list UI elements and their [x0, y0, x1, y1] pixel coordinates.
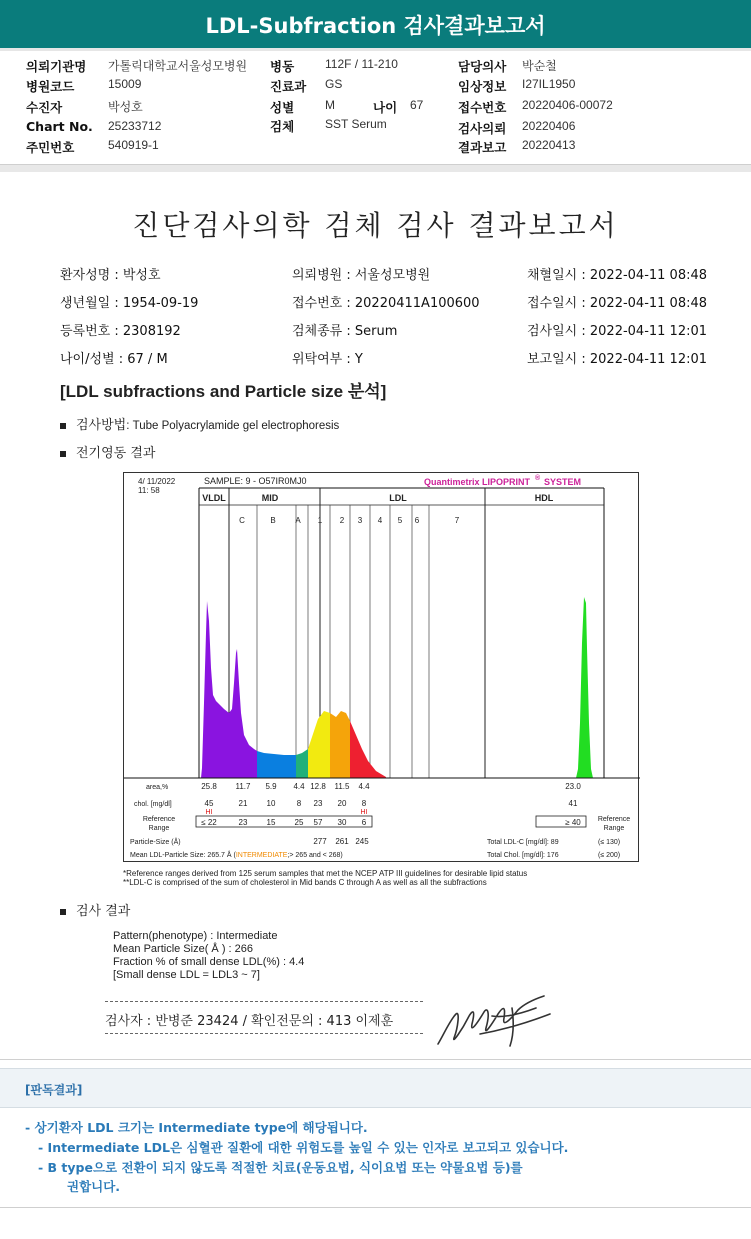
table-area-value: 23.0 [565, 782, 581, 791]
table-total-chol: Total Chol. [mg/dl]: 176 [487, 852, 559, 859]
age-sex: 나이/성별 : 67 / M [60, 352, 168, 367]
footnote-2: **LDL-C is comprised of the sum of cholesterol in Mid bands C through A as well as all the subfractions [123, 878, 487, 887]
chart-date-label: 4/ 11/2022 [138, 477, 176, 486]
collection-datetime: 채혈일시 : 2022-04-11 08:48 [527, 268, 708, 283]
result-small-dense-note: [Small dense LDL = LDL3 ~ 7] [113, 969, 260, 981]
table-area-value: 11.5 [334, 782, 350, 791]
info-label: 진료과 [270, 79, 307, 94]
chart-band-label: 6 [414, 516, 420, 525]
method-label: 검사방법 [76, 418, 127, 433]
table-mean-prefix: Mean LDL-Particle Size: 265.7 Å ( [130, 852, 236, 859]
signature-line: 검사자 : 반병준 23424 / 확인전문의 : 413 이제훈 [105, 1014, 394, 1029]
table-area-value: 4.4 [358, 782, 370, 791]
chart-group-label: LDL [389, 493, 407, 503]
table-hi-flag: HI [360, 809, 368, 816]
age-label: 나이 [373, 100, 398, 115]
signature-dash-top [105, 1001, 423, 1002]
table-ref-label: Reference [597, 816, 631, 823]
judgement-title: [판독결과] [25, 1083, 83, 1097]
judgement-line-4: 권합니다. [67, 1179, 121, 1194]
ldl2-area [330, 711, 350, 778]
info-value: I27IL1950 [522, 77, 576, 91]
bullet-square-icon [60, 423, 66, 429]
chart-band-label: A [295, 516, 301, 525]
chart-time-label: 11: 58 [138, 486, 160, 495]
chart-band-label: 1 [317, 516, 323, 525]
info-label: 임상정보 [458, 79, 507, 94]
table-hi-flag: HI [205, 809, 213, 816]
ldl1-area [308, 711, 330, 778]
chart-sample-label: SAMPLE: 9 - O57IR0MJ0 [204, 476, 307, 486]
table-chol-value: 8 [361, 799, 367, 808]
info-label: 결과보고 [458, 140, 507, 155]
table-ref-value: 15 [266, 818, 276, 827]
info-value: 25233712 [108, 119, 162, 133]
chart-group-label: HDL [534, 493, 554, 503]
header-divider [0, 48, 751, 51]
table-chol-value: 8 [296, 799, 302, 808]
table-area-value: 5.9 [265, 782, 277, 791]
table-chol-value: 41 [568, 799, 578, 808]
judgement-header [0, 1068, 751, 1108]
table-chol-value: 45 [204, 799, 214, 808]
info-value: 20220406-00072 [522, 98, 613, 112]
info-value: 540919-1 [108, 138, 159, 152]
chart-band-label: 4 [377, 516, 383, 525]
outsourced-flag: 위탁여부 : Y [292, 352, 363, 367]
judgement-line-2: - Intermediate LDL은 심혈관 질환에 대한 위험도를 높일 수 있는 인자로 보고되고 있습니다. [38, 1140, 569, 1155]
test-datetime: 검사일시 : 2022-04-11 12:01 [527, 324, 708, 339]
header-info-grid [0, 52, 751, 164]
judgement-line-1: - 상기환자 LDL 크기는 Intermediate type에 해당됩니다. [25, 1120, 368, 1135]
specimen-type: 검체종류 : Serum [292, 324, 398, 339]
mid-b-area [257, 751, 296, 778]
bullet-square-icon [60, 909, 66, 915]
table-ref-label: Range [148, 825, 170, 832]
table-particle-value: 277 [313, 837, 327, 846]
info-value: 15009 [108, 77, 142, 91]
electrophoresis-label: 전기영동 결과 [76, 446, 156, 461]
accession-number: 접수번호 : 20220411A100600 [292, 296, 480, 311]
table-area-label: area,% [146, 784, 169, 791]
result-heading [60, 900, 130, 919]
table-ref-value: 23 [238, 818, 248, 827]
info-label: 수진자 [26, 100, 63, 115]
table-chol-value: 23 [313, 799, 323, 808]
chart-brand-label: Quantimetrix LIPOPRINT [424, 477, 531, 487]
table-ref-value: ≤ 22 [201, 818, 217, 827]
result-label: 검사 결과 [76, 904, 131, 919]
age-value: 67 [410, 98, 424, 112]
table-ref-value: 6 [361, 818, 367, 827]
info-value: 112F / 11-210 [325, 57, 398, 71]
judgement-line-3: - B type으로 전환이 되지 않도록 적절한 치료(운동요법, 식이요법 또는 약물요법 등)를 [38, 1160, 523, 1175]
birth-date: 생년월일 : 1954-09-19 [60, 296, 199, 311]
chart-band-label: 3 [357, 516, 363, 525]
judgement-body [0, 1108, 751, 1208]
result-pattern: Pattern(phenotype) : Intermediate [113, 930, 278, 942]
lipoprint-chart [123, 472, 639, 862]
table-mean-flag: INTERMEDIATE [235, 852, 288, 859]
ldl3-area [350, 721, 386, 778]
patient-name: 환자성명 : 박성호 [60, 268, 161, 283]
result-fraction: Fraction % of small dense LDL(%) : 4.4 [113, 956, 305, 968]
result-mean-size: Mean Particle Size( Å ) : 266 [113, 943, 254, 955]
chart-group-label: VLDL [202, 493, 226, 503]
table-ref-value: 57 [313, 818, 323, 827]
chart-group-label: MID [261, 493, 279, 503]
info-value: 20220413 [522, 138, 576, 152]
chart-band-label: C [239, 516, 245, 525]
info-value: 가톨릭대학교서울성모병원 [108, 59, 248, 73]
chart-band-label: 2 [339, 516, 345, 525]
info-label: 담당의사 [458, 59, 507, 74]
chart-band-label: B [270, 516, 276, 525]
info-label: 의뢰기관명 [26, 59, 87, 74]
table-total-ldl-ref: (≤ 130) [598, 839, 621, 846]
table-ref-label: Range [603, 825, 625, 832]
table-mean-suffix: ;> 265 and < 268) [287, 852, 343, 859]
electrophoresis-chart-svg [124, 473, 640, 863]
table-total-chol-ref: (≤ 200) [598, 852, 621, 859]
mid-c-area [229, 649, 257, 778]
signature-dash-bottom [105, 1033, 423, 1034]
table-total-ldl: Total LDL-C [mg/dl]: 89 [487, 839, 559, 846]
table-particle-value: 245 [355, 837, 369, 846]
info-value: GS [325, 77, 343, 91]
chart-brand-system: SYSTEM [544, 477, 582, 487]
table-chol-value: 20 [337, 799, 347, 808]
table-ref-label: Reference [142, 816, 176, 823]
electrophoresis-heading [60, 442, 155, 461]
table-chol-value: 21 [238, 799, 248, 808]
info-label: 성별 [270, 100, 295, 115]
info-value: SST Serum [325, 117, 387, 131]
chart-band-label: 5 [397, 516, 403, 525]
receipt-datetime: 접수일시 : 2022-04-11 08:48 [527, 296, 708, 311]
panel-separator [0, 164, 751, 172]
info-label: 병동 [270, 59, 295, 74]
info-label: 병원코드 [26, 79, 75, 94]
hdl-peak-area [576, 597, 593, 778]
report-header-title: LDL-Subfraction 검사결과보고서 [0, 0, 751, 48]
info-label: 검체 [270, 119, 295, 134]
table-chol-value: 10 [266, 799, 276, 808]
table-area-value: 12.8 [310, 782, 326, 791]
section-title: [LDL subfractions and Particle size 분석] [60, 382, 387, 401]
chart-band-label: 7 [454, 516, 460, 525]
referring-hospital: 의뢰병원 : 서울성모병원 [292, 268, 431, 283]
table-area-value: 4.4 [293, 782, 305, 791]
mid-a-area [296, 749, 308, 778]
info-label: 접수번호 [458, 100, 507, 115]
signature-image [432, 994, 562, 1056]
report-datetime: 보고일시 : 2022-04-11 12:01 [527, 352, 708, 367]
footnote-1: *Reference ranges derived from 125 serum samples that met the NCEP ATP III guidelines for desirable lipid status [123, 869, 528, 878]
registration-number: 등록번호 : 2308192 [60, 324, 181, 339]
info-label: 주민번호 [26, 140, 75, 155]
info-value: M [325, 98, 335, 112]
info-label: 검사의뢰 [458, 121, 507, 136]
chart-brand-mark: ® [535, 475, 541, 482]
table-area-value: 25.8 [201, 782, 217, 791]
info-value: 박성호 [108, 100, 143, 114]
table-ref-value: 30 [337, 818, 347, 827]
info-value: 박순철 [522, 59, 557, 73]
method-value: : Tube Polyacrylamide gel electrophoresis [126, 420, 340, 432]
report-document [0, 172, 751, 1060]
method-line [60, 414, 339, 433]
bullet-square-icon [60, 451, 66, 457]
info-value: 20220406 [522, 119, 576, 133]
table-mean-size [130, 850, 343, 859]
table-chol-label: chol. [mg/dl] [134, 801, 172, 808]
info-label: Chart No. [26, 119, 93, 134]
vldl-peak-area [201, 601, 229, 778]
table-area-value: 11.7 [235, 782, 251, 791]
report-title: 진단검사의학 검체 검사 결과보고서 [132, 209, 619, 242]
table-particle-label: Particle-Size (Å) [130, 839, 181, 846]
table-ref-value: 25 [294, 818, 304, 827]
table-particle-value: 261 [335, 837, 349, 846]
table-ref-value: ≥ 40 [565, 818, 581, 827]
